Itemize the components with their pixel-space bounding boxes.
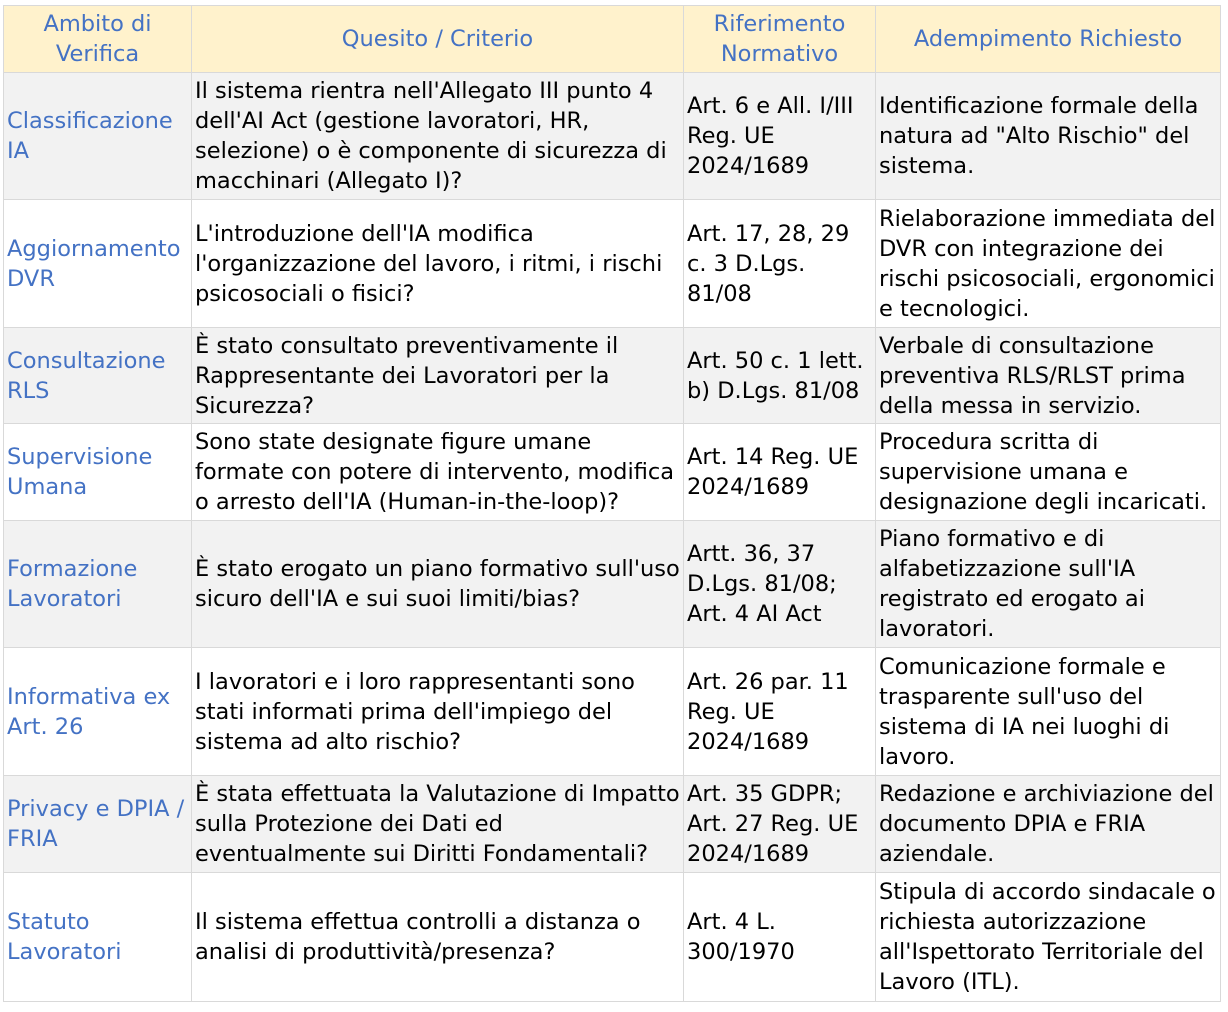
cell-ambito: Classificazione IA [4,73,192,200]
cell-ambito: Formazione Lavoratori [4,521,192,648]
cell-riferimento: Art. 17, 28, 29 c. 3 D.Lgs. 81/08 [684,200,876,328]
cell-quesito: Sono state designate figure umane formate con potere di intervento, modifica o arresto dell'IA (Human-in-the-loop)? [192,424,684,521]
cell-adempimento: Comunicazione formale e trasparente sull'uso del sistema di IA nei luoghi di lavoro. [876,648,1221,776]
table-row [4,648,1221,776]
header-ambito: Ambito di Verifica [4,6,192,73]
cell-adempimento: Piano formativo e di alfabetizzazione sull'IA registrato ed erogato ai lavoratori. [876,521,1221,648]
header-row [4,6,1221,73]
cell-ambito: Aggiornamento DVR [4,200,192,328]
cell-ambito: Privacy e DPIA / FRIA [4,776,192,873]
header-riferimento: Riferimento Normativo [684,6,876,73]
cell-adempimento: Procedura scritta di supervisione umana e designazione degli incaricati. [876,424,1221,521]
cell-adempimento: Stipula di accordo sindacale o richiesta autorizzazione all'Ispettorato Territoriale del Lavoro (ITL). [876,873,1221,1002]
cell-ambito: Statuto Lavoratori [4,873,192,1002]
table-row [4,521,1221,648]
table-row [4,424,1221,521]
cell-riferimento: Art. 6 e All. I/III Reg. UE 2024/1689 [684,73,876,200]
cell-riferimento: Art. 4 L. 300/1970 [684,873,876,1002]
cell-quesito: Il sistema rientra nell'Allegato III punto 4 dell'AI Act (gestione lavoratori, HR, selezione) o è componente di sicurezza di macchinari (Allegato I)? [192,73,684,200]
cell-riferimento: Art. 26 par. 11 Reg. UE 2024/1689 [684,648,876,776]
cell-ambito: Consultazione RLS [4,328,192,424]
table-row [4,873,1221,1002]
cell-adempimento: Rielaborazione immediata del DVR con integrazione dei rischi psicosociali, ergonomici e tecnologici. [876,200,1221,328]
cell-riferimento: Artt. 36, 37 D.Lgs. 81/08; Art. 4 AI Act [684,521,876,648]
cell-quesito: È stato erogato un piano formativo sull'uso sicuro dell'IA e sui suoi limiti/bias? [192,521,684,648]
cell-riferimento: Art. 14 Reg. UE 2024/1689 [684,424,876,521]
table-row [4,200,1221,328]
cell-quesito: Il sistema effettua controlli a distanza o analisi di produttività/presenza? [192,873,684,1002]
cell-ambito: Informativa ex Art. 26 [4,648,192,776]
cell-riferimento: Art. 50 c. 1 lett. b) D.Lgs. 81/08 [684,328,876,424]
table-body [4,73,1221,1002]
table-row [4,328,1221,424]
table-row [4,776,1221,873]
cell-ambito: Supervisione Umana [4,424,192,521]
cell-quesito: È stata effettuata la Valutazione di Impatto sulla Protezione dei Dati ed eventualmente sui Diritti Fondamentali? [192,776,684,873]
cell-riferimento: Art. 35 GDPR; Art. 27 Reg. UE 2024/1689 [684,776,876,873]
cell-quesito: I lavoratori e i loro rappresentanti sono stati informati prima dell'impiego del sistema ad alto rischio? [192,648,684,776]
cell-quesito: L'introduzione dell'IA modifica l'organizzazione del lavoro, i ritmi, i rischi psicosociali o fisici? [192,200,684,328]
table-row [4,73,1221,200]
cell-adempimento: Redazione e archiviazione del documento DPIA e FRIA aziendale. [876,776,1221,873]
header-adempimento: Adempimento Richiesto [876,6,1221,73]
cell-adempimento: Verbale di consultazione preventiva RLS/RLST prima della messa in servizio. [876,328,1221,424]
table-header [4,6,1221,73]
cell-quesito: È stato consultato preventivamente il Rappresentante dei Lavoratori per la Sicurezza? [192,328,684,424]
header-quesito: Quesito / Criterio [192,6,684,73]
compliance-checklist-table [3,5,1221,1002]
cell-adempimento: Identificazione formale della natura ad "Alto Rischio" del sistema. [876,73,1221,200]
